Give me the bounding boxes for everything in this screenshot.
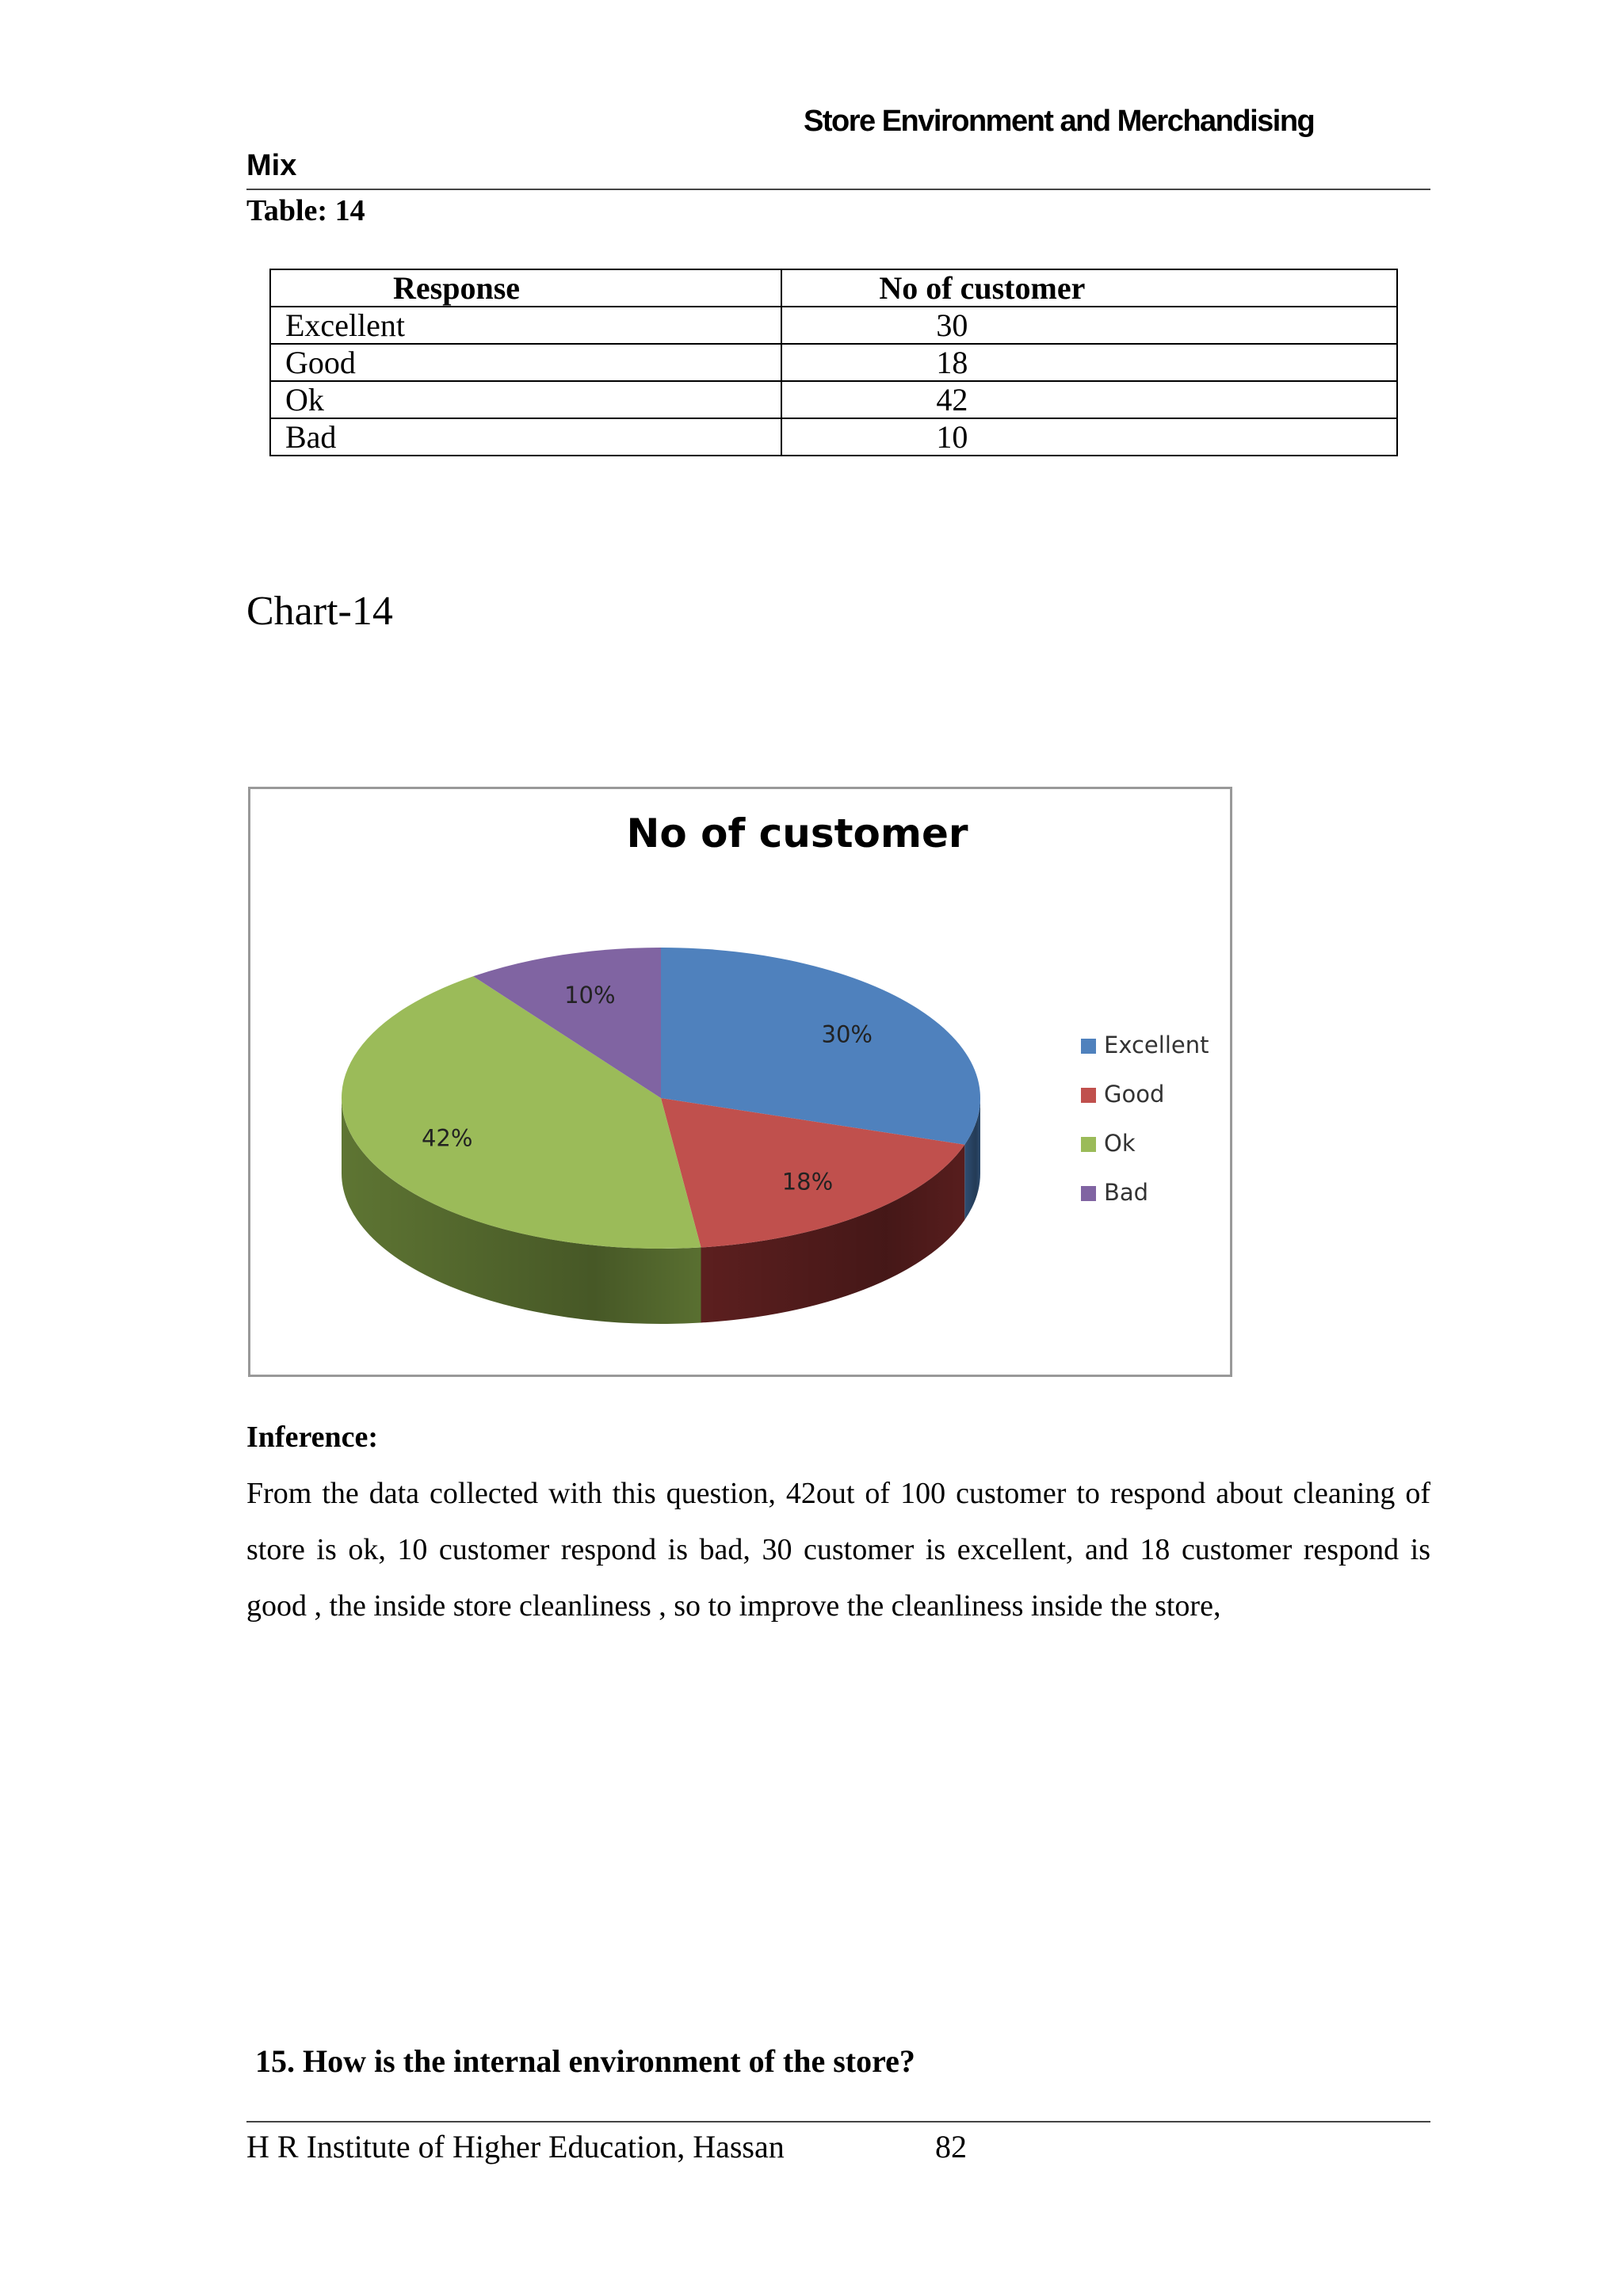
- legend-swatch-ok: [1081, 1137, 1096, 1152]
- legend-label-bad: Bad: [1104, 1179, 1149, 1206]
- data-label-excellent: 30%: [821, 1020, 873, 1048]
- header-title: Store Environment and Merchandising: [804, 105, 1315, 138]
- chart-title: No of customer: [626, 810, 968, 856]
- table-row: [270, 307, 1397, 344]
- table-row: [270, 418, 1397, 456]
- cell-response: Ok: [270, 381, 781, 418]
- table-header-row: [270, 269, 1397, 307]
- header-title-continued: Mix: [246, 149, 297, 182]
- pie-chart: [248, 787, 1232, 1377]
- legend-label-excellent: Excellent: [1104, 1032, 1209, 1058]
- chart-legend: [1081, 1032, 1209, 1206]
- legend-label-ok: Ok: [1104, 1130, 1136, 1157]
- cell-count: 42: [781, 381, 1397, 418]
- legend-swatch-bad: [1081, 1186, 1096, 1201]
- pie-chart-svg: [250, 789, 1230, 1375]
- legend-swatch-good: [1081, 1088, 1096, 1103]
- page-number: 82: [935, 2129, 967, 2164]
- column-header-count: No of customer: [781, 269, 1397, 307]
- cell-count: 30: [781, 307, 1397, 344]
- table-row: [270, 344, 1397, 381]
- legend-swatch-excellent: [1081, 1039, 1096, 1054]
- table-row: [270, 381, 1397, 418]
- next-question: 15. How is the internal environment of the store?: [255, 2043, 915, 2079]
- cell-response: Excellent: [270, 307, 781, 344]
- data-label-good: 18%: [781, 1168, 834, 1196]
- inference-paragraph: From the data collected with this question, 42out of 100 customer to respond about cleaning of store is ok, 10 customer respond is bad, 30 customer is excellent, and 18 customer respond is good , the inside store cleanliness , so to improve the cleanliness inside the store,: [246, 1477, 1430, 1623]
- legend-label-good: Good: [1104, 1081, 1165, 1108]
- cell-count: 18: [781, 344, 1397, 381]
- table-caption: Table: 14: [246, 194, 365, 227]
- cell-count: 10: [781, 418, 1397, 456]
- cell-response: Bad: [270, 418, 781, 456]
- cell-response: Good: [270, 344, 781, 381]
- footer-institution: H R Institute of Higher Education, Hassan: [246, 2129, 785, 2164]
- response-table: [269, 269, 1398, 456]
- header-rule: [246, 189, 1430, 190]
- inference-heading: Inference:: [246, 1421, 379, 1454]
- chart-label: Chart-14: [246, 589, 393, 634]
- pie-slices: [342, 948, 980, 1249]
- data-label-ok: 42%: [421, 1124, 473, 1152]
- column-header-response: Response: [270, 269, 781, 307]
- data-label-bad: 10%: [564, 981, 616, 1009]
- footer-rule: [246, 2121, 1430, 2122]
